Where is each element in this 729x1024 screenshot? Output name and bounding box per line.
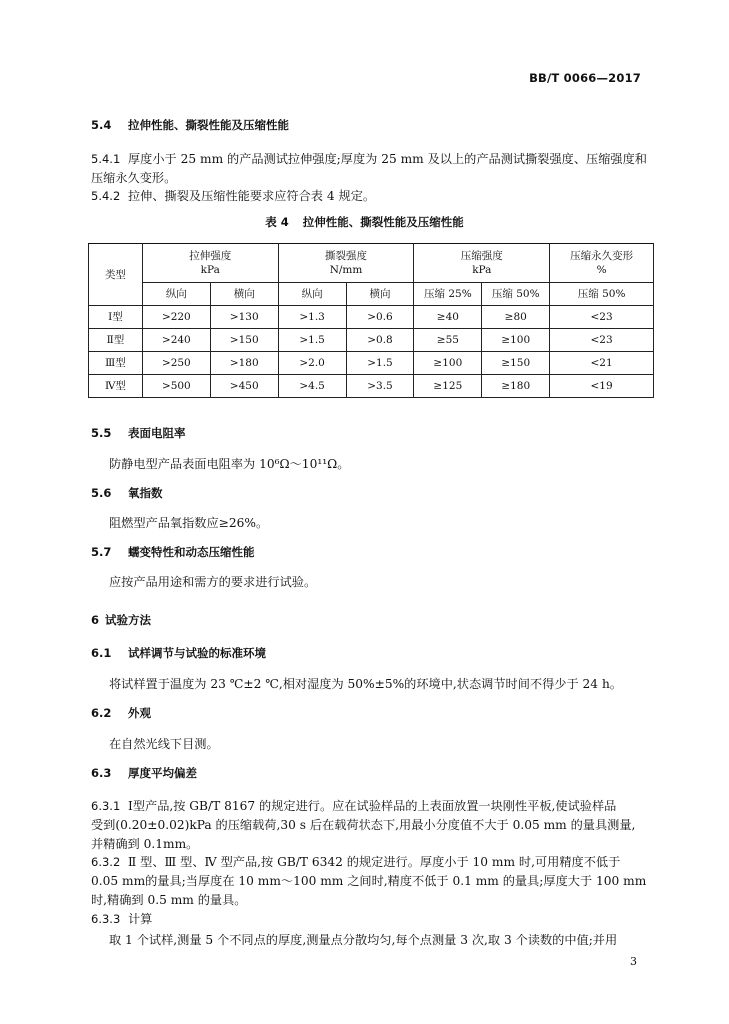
cell: >0.6: [346, 306, 414, 329]
row-type: Ⅳ型: [89, 375, 143, 398]
section-5-6-text: 阻燃型产品氧指数应≥26%。: [109, 516, 269, 530]
cell: >1.3: [278, 306, 346, 329]
clause-text: 拉伸、撕裂及压缩性能要求应符合表 4 规定。: [128, 189, 376, 203]
section-number: 6: [91, 613, 100, 627]
cell: >0.8: [346, 329, 414, 352]
subheader-cell: 压缩 50%: [550, 283, 654, 306]
cell: ≥40: [414, 306, 482, 329]
table-label: 表 4: [265, 215, 289, 229]
section-title: 氧指数: [128, 486, 163, 500]
clause-number: 6.3.1: [91, 799, 121, 813]
section-5-7-heading: [91, 544, 255, 560]
table-row: [89, 375, 654, 398]
header-type: 类型: [89, 244, 143, 306]
table-header-row: [89, 244, 654, 283]
clause-5-4-1: [91, 150, 647, 167]
section-number: 6.3: [91, 766, 112, 780]
section-5-6-heading: [91, 485, 163, 501]
table-row: [89, 306, 654, 329]
clause-6-3-3-text: 取 1 个试样,测量 5 个不同点的厚度,测量点分散均匀,每个点测量 3 次,取 3 个读数的中值;并用: [109, 933, 618, 947]
clause-number: 6.3.3: [91, 912, 121, 926]
section-5-4-heading: [91, 117, 289, 133]
cell: >1.5: [278, 329, 346, 352]
cell: ≥150: [482, 352, 550, 375]
clause-title: 计算: [128, 912, 153, 926]
cell: >500: [142, 375, 210, 398]
section-6-3-heading: [91, 765, 197, 781]
clause-number: 5.4.1: [91, 152, 121, 166]
cell: >450: [210, 375, 278, 398]
row-type: Ⅱ型: [89, 329, 143, 352]
cell: >2.0: [278, 352, 346, 375]
section-6-heading: [91, 612, 151, 628]
row-type: Ⅲ型: [89, 352, 143, 375]
clause-text: Ⅰ型产品,按 GB/T 8167 的规定进行。应在试验样品的上表面放置一块刚性平板,使试验样品: [128, 799, 617, 813]
section-number: 5.5: [91, 426, 112, 440]
cell: <23: [550, 306, 654, 329]
cell: ≥100: [414, 352, 482, 375]
subheader-cell: 压缩 25%: [414, 283, 482, 306]
table-4: [88, 243, 654, 398]
table-subheader-row: [89, 283, 654, 306]
section-title: 试验方法: [105, 613, 151, 627]
table-4-caption: [0, 214, 729, 230]
section-5-5-heading: [91, 425, 186, 441]
cell: >220: [142, 306, 210, 329]
section-6-1-heading: [91, 645, 266, 661]
clause-number: 6.3.2: [91, 855, 121, 869]
section-title: 拉伸性能、撕裂性能及压缩性能: [128, 118, 289, 132]
section-number: 5.6: [91, 486, 112, 500]
section-title: 厚度平均偏差: [128, 766, 197, 780]
cell: ≥80: [482, 306, 550, 329]
clause-6-3-1-cont: 并精确到 0.1mm。: [91, 837, 199, 851]
clause-6-3-2-cont: 时,精确到 0.5 mm 的量具。: [91, 893, 247, 907]
clause-6-3-2: [91, 853, 620, 870]
cell: >250: [142, 352, 210, 375]
cell: >3.5: [346, 375, 414, 398]
section-5-7-text: 应按产品用途和需方的要求进行试验。: [109, 575, 317, 589]
cell: ≥125: [414, 375, 482, 398]
clause-6-3-1-cont: 受到(0.20±0.02)kPa 的压缩载荷,30 s 后在载荷状态下,用最小分度值不大于 0.05 mm 的量具测量,: [91, 818, 636, 832]
clause-5-4-1-cont: 压缩永久变形。: [91, 171, 177, 185]
section-title: 蠕变特性和动态压缩性能: [128, 545, 255, 559]
subheader-cell: 压缩 50%: [482, 283, 550, 306]
cell: ≥100: [482, 329, 550, 352]
section-number: 6.1: [91, 646, 112, 660]
subheader-cell: 纵向: [142, 283, 210, 306]
section-number: 6.2: [91, 706, 112, 720]
clause-6-3-1: [91, 797, 616, 814]
clause-6-3-2-cont: 0.05 mm的量具;当厚度在 10 mm～100 mm 之间时,精度不低于 0.1 mm 的量具;厚度大于 100 mm: [91, 874, 647, 888]
cell: <21: [550, 352, 654, 375]
cell: >4.5: [278, 375, 346, 398]
clause-number: 5.4.2: [91, 189, 121, 203]
table-row: [89, 329, 654, 352]
standard-code: BB/T 0066—2017: [529, 71, 641, 85]
section-6-1-text: 将试样置于温度为 23 ℃±2 ℃,相对湿度为 50%±5%的环境中,状态调节时间不得少于 24 h。: [109, 677, 622, 691]
clause-text: 厚度小于 25 mm 的产品测试拉伸强度;厚度为 25 mm 及以上的产品测试撕裂强度、压缩强度和: [128, 152, 647, 166]
cell: >240: [142, 329, 210, 352]
table-title: 拉伸性能、撕裂性能及压缩性能: [302, 215, 464, 229]
header-group: 压缩强度 kPa: [414, 244, 550, 283]
cell: >180: [210, 352, 278, 375]
section-5-5-text: 防静电型产品表面电阻率为 10⁶Ω～10¹¹Ω。: [109, 457, 350, 471]
section-title: 外观: [128, 706, 151, 720]
cell: >130: [210, 306, 278, 329]
cell: >1.5: [346, 352, 414, 375]
clause-5-4-2: [91, 187, 375, 204]
subheader-cell: 纵向: [278, 283, 346, 306]
subheader-cell: 横向: [346, 283, 414, 306]
section-title: 试样调节与试验的标准环境: [128, 646, 266, 660]
cell: <19: [550, 375, 654, 398]
subheader-cell: 横向: [210, 283, 278, 306]
clause-text: Ⅱ 型、Ⅲ 型、Ⅳ 型产品,按 GB/T 6342 的规定进行。厚度小于 10 mm 时,可用精度不低于: [128, 855, 621, 869]
section-number: 5.4: [91, 118, 112, 132]
cell: ≥55: [414, 329, 482, 352]
header-group: 撕裂强度 N/mm: [278, 244, 414, 283]
cell: ≥180: [482, 375, 550, 398]
clause-6-3-3: [91, 910, 152, 927]
page-number: 3: [630, 955, 637, 968]
section-title: 表面电阻率: [128, 426, 186, 440]
header-group: 拉伸强度 kPa: [142, 244, 278, 283]
section-6-2-text: 在自然光线下目测。: [109, 737, 219, 751]
cell: <23: [550, 329, 654, 352]
table-row: [89, 352, 654, 375]
section-number: 5.7: [91, 545, 112, 559]
row-type: Ⅰ型: [89, 306, 143, 329]
header-group: 压缩永久变形 %: [550, 244, 654, 283]
section-6-2-heading: [91, 705, 151, 721]
cell: >150: [210, 329, 278, 352]
